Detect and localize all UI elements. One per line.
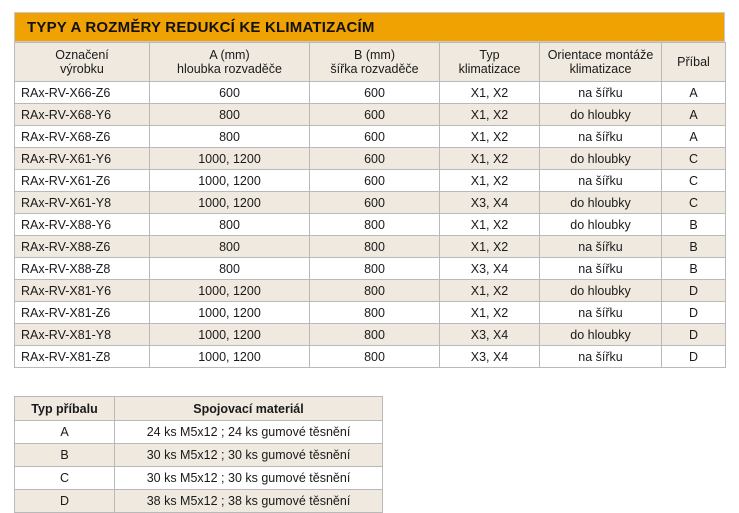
cell-designation: RAx-RV-X81-Z6 bbox=[15, 302, 150, 324]
cell-designation: RAx-RV-X68-Z6 bbox=[15, 126, 150, 148]
cell-accessory: D bbox=[662, 324, 726, 346]
cell-ac-type: X1, X2 bbox=[440, 280, 540, 302]
table-row bbox=[15, 467, 383, 490]
table-header-row bbox=[15, 43, 726, 82]
cell-orientation: na šířku bbox=[540, 258, 662, 280]
cell-depth: 800 bbox=[150, 236, 310, 258]
cell-accessory: D bbox=[662, 346, 726, 368]
cell-orientation: do hloubky bbox=[540, 214, 662, 236]
cell-depth: 800 bbox=[150, 214, 310, 236]
accessory-table-head bbox=[15, 397, 383, 421]
column-header-width: B (mm) šířka rozvaděče bbox=[310, 43, 440, 82]
column-header-accessory: Příbal bbox=[662, 43, 726, 82]
cell-depth: 1000, 1200 bbox=[150, 192, 310, 214]
cell-accessory-type: D bbox=[15, 490, 115, 513]
table-row bbox=[15, 346, 726, 368]
table-row bbox=[15, 192, 726, 214]
cell-orientation: na šířku bbox=[540, 236, 662, 258]
cell-orientation: do hloubky bbox=[540, 192, 662, 214]
column-header-ac-type: Typ klimatizace bbox=[440, 43, 540, 82]
page-title: TYPY A ROZMĚRY REDUKCÍ KE KLIMATIZACÍM bbox=[27, 18, 375, 36]
cell-width: 600 bbox=[310, 126, 440, 148]
accessory-table bbox=[14, 396, 383, 513]
cell-depth: 600 bbox=[150, 82, 310, 104]
accessory-table-body bbox=[15, 421, 383, 513]
cell-designation: RAx-RV-X81-Z8 bbox=[15, 346, 150, 368]
cell-ac-type: X1, X2 bbox=[440, 302, 540, 324]
cell-accessory: A bbox=[662, 104, 726, 126]
cell-orientation: do hloubky bbox=[540, 324, 662, 346]
cell-depth: 1000, 1200 bbox=[150, 148, 310, 170]
cell-orientation: na šířku bbox=[540, 302, 662, 324]
table-row bbox=[15, 148, 726, 170]
table-row bbox=[15, 104, 726, 126]
cell-ac-type: X1, X2 bbox=[440, 170, 540, 192]
cell-accessory-type: A bbox=[15, 421, 115, 444]
cell-depth: 1000, 1200 bbox=[150, 302, 310, 324]
cell-orientation: na šířku bbox=[540, 126, 662, 148]
cell-depth: 1000, 1200 bbox=[150, 280, 310, 302]
table-row bbox=[15, 490, 383, 513]
cell-depth: 1000, 1200 bbox=[150, 170, 310, 192]
table-row bbox=[15, 236, 726, 258]
column-header-designation: Označení výrobku bbox=[15, 43, 150, 82]
cell-accessory: D bbox=[662, 302, 726, 324]
table-row bbox=[15, 126, 726, 148]
cell-ac-type: X1, X2 bbox=[440, 82, 540, 104]
cell-width: 800 bbox=[310, 346, 440, 368]
accessory-section bbox=[14, 396, 725, 513]
dimensions-table bbox=[14, 42, 726, 368]
cell-accessory: A bbox=[662, 126, 726, 148]
cell-accessory: C bbox=[662, 148, 726, 170]
cell-designation: RAx-RV-X88-Z6 bbox=[15, 236, 150, 258]
cell-designation: RAx-RV-X88-Z8 bbox=[15, 258, 150, 280]
cell-designation: RAx-RV-X61-Z6 bbox=[15, 170, 150, 192]
cell-orientation: do hloubky bbox=[540, 104, 662, 126]
cell-designation: RAx-RV-X81-Y6 bbox=[15, 280, 150, 302]
cell-fastening-material: 30 ks M5x12 ; 30 ks gumové těsnění bbox=[115, 467, 383, 490]
cell-width: 600 bbox=[310, 192, 440, 214]
cell-ac-type: X1, X2 bbox=[440, 214, 540, 236]
cell-accessory: D bbox=[662, 280, 726, 302]
table-row bbox=[15, 214, 726, 236]
cell-accessory: C bbox=[662, 192, 726, 214]
column-header-orientation: Orientace montáže klimatizace bbox=[540, 43, 662, 82]
cell-accessory: B bbox=[662, 236, 726, 258]
dimensions-table-head bbox=[15, 43, 726, 82]
table-row bbox=[15, 82, 726, 104]
cell-designation: RAx-RV-X68-Y6 bbox=[15, 104, 150, 126]
table-row bbox=[15, 258, 726, 280]
cell-accessory: B bbox=[662, 214, 726, 236]
cell-width: 600 bbox=[310, 148, 440, 170]
cell-designation: RAx-RV-X61-Y6 bbox=[15, 148, 150, 170]
cell-orientation: na šířku bbox=[540, 346, 662, 368]
cell-accessory: C bbox=[662, 170, 726, 192]
cell-orientation: do hloubky bbox=[540, 148, 662, 170]
cell-width: 800 bbox=[310, 258, 440, 280]
cell-accessory: B bbox=[662, 258, 726, 280]
cell-width: 800 bbox=[310, 236, 440, 258]
cell-fastening-material: 24 ks M5x12 ; 24 ks gumové těsnění bbox=[115, 421, 383, 444]
table-row bbox=[15, 421, 383, 444]
cell-designation: RAx-RV-X66-Z6 bbox=[15, 82, 150, 104]
cell-ac-type: X1, X2 bbox=[440, 126, 540, 148]
cell-ac-type: X1, X2 bbox=[440, 236, 540, 258]
cell-ac-type: X1, X2 bbox=[440, 104, 540, 126]
cell-width: 800 bbox=[310, 280, 440, 302]
cell-fastening-material: 30 ks M5x12 ; 30 ks gumové těsnění bbox=[115, 444, 383, 467]
cell-ac-type: X1, X2 bbox=[440, 148, 540, 170]
cell-width: 600 bbox=[310, 104, 440, 126]
cell-depth: 800 bbox=[150, 258, 310, 280]
table-row bbox=[15, 302, 726, 324]
cell-designation: RAx-RV-X61-Y8 bbox=[15, 192, 150, 214]
table-row bbox=[15, 170, 726, 192]
dimensions-table-body bbox=[15, 82, 726, 368]
cell-depth: 800 bbox=[150, 104, 310, 126]
column-header-accessory-type: Typ příbalu bbox=[15, 397, 115, 421]
cell-fastening-material: 38 ks M5x12 ; 38 ks gumové těsnění bbox=[115, 490, 383, 513]
cell-orientation: na šířku bbox=[540, 82, 662, 104]
cell-accessory-type: B bbox=[15, 444, 115, 467]
cell-width: 800 bbox=[310, 302, 440, 324]
cell-designation: RAx-RV-X88-Y6 bbox=[15, 214, 150, 236]
cell-accessory-type: C bbox=[15, 467, 115, 490]
cell-depth: 800 bbox=[150, 126, 310, 148]
document-title-bar bbox=[14, 12, 725, 42]
cell-ac-type: X3, X4 bbox=[440, 192, 540, 214]
cell-width: 600 bbox=[310, 170, 440, 192]
table-row bbox=[15, 324, 726, 346]
cell-ac-type: X3, X4 bbox=[440, 324, 540, 346]
table-row bbox=[15, 444, 383, 467]
cell-ac-type: X3, X4 bbox=[440, 346, 540, 368]
column-header-fastening-material: Spojovací materiál bbox=[115, 397, 383, 421]
cell-depth: 1000, 1200 bbox=[150, 346, 310, 368]
cell-orientation: na šířku bbox=[540, 170, 662, 192]
cell-ac-type: X3, X4 bbox=[440, 258, 540, 280]
column-header-depth: A (mm) hloubka rozvaděče bbox=[150, 43, 310, 82]
cell-accessory: A bbox=[662, 82, 726, 104]
table-header-row bbox=[15, 397, 383, 421]
cell-orientation: do hloubky bbox=[540, 280, 662, 302]
cell-width: 800 bbox=[310, 324, 440, 346]
cell-width: 800 bbox=[310, 214, 440, 236]
cell-width: 600 bbox=[310, 82, 440, 104]
table-row bbox=[15, 280, 726, 302]
cell-depth: 1000, 1200 bbox=[150, 324, 310, 346]
cell-designation: RAx-RV-X81-Y8 bbox=[15, 324, 150, 346]
